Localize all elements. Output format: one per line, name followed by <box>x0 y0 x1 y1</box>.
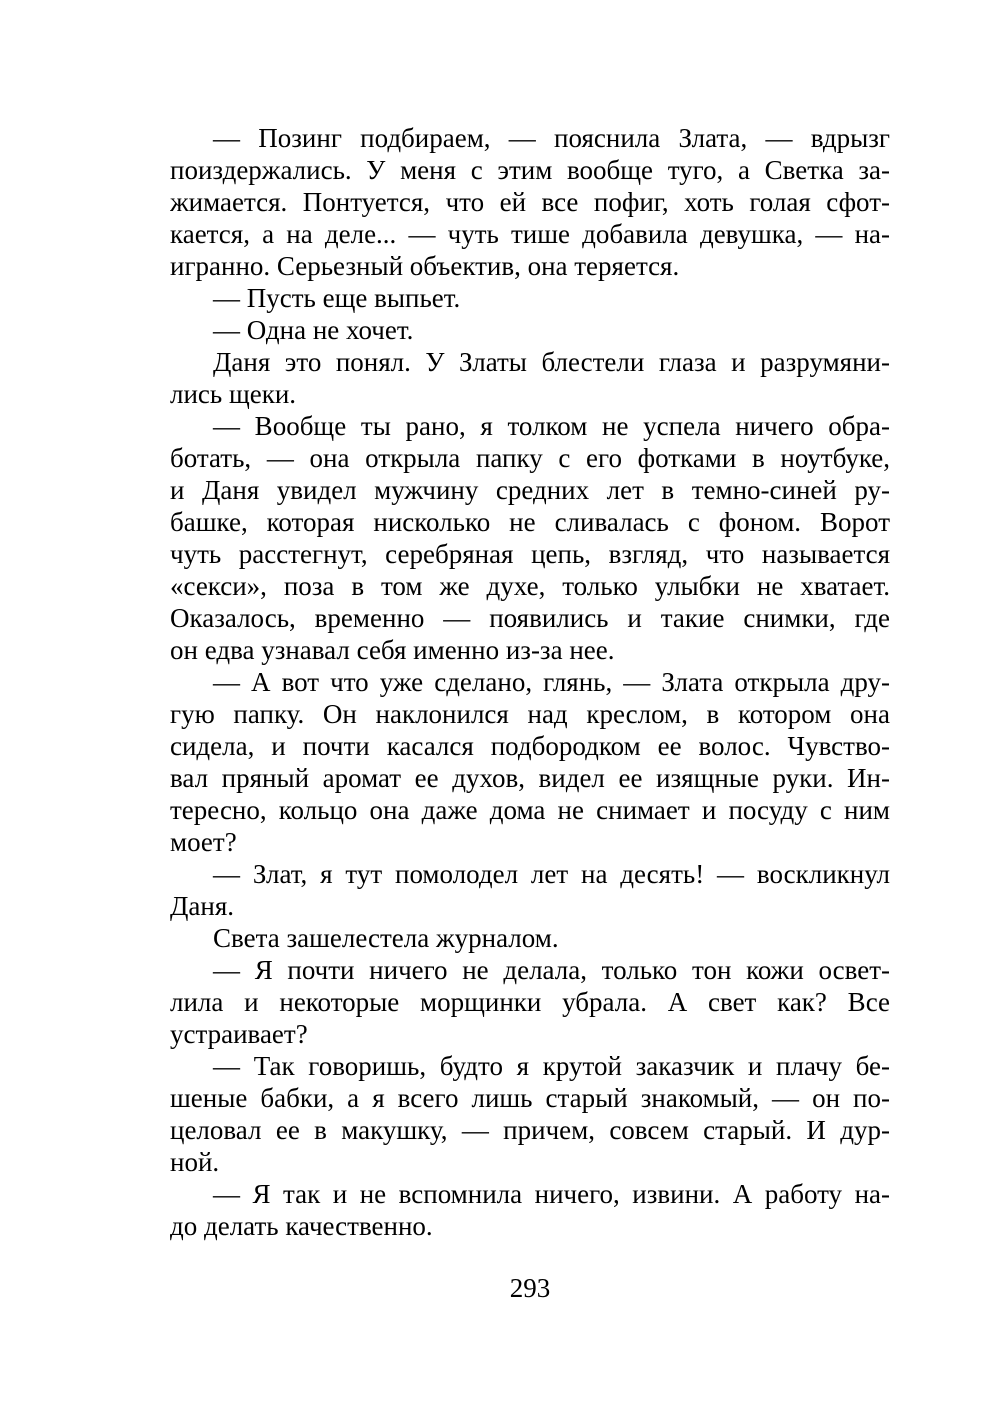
text-line: Даня это понял. У Златы блестели глаза и разрумяни- <box>213 347 890 377</box>
text-line: — Вообще ты рано, я толком не успела ничего обра- <box>213 411 890 441</box>
text-line: — А вот что уже сделано, глянь, — Злата открыла дру- <box>213 667 890 697</box>
paragraph <box>170 346 890 410</box>
page-number: 293 <box>509 1273 551 1303</box>
text-line: до делать качественно. <box>170 1211 433 1241</box>
text-line: — Я почти ничего не делала, только тон кожи освет- <box>213 955 890 985</box>
paragraph <box>170 954 890 1050</box>
text-line: Оказалось, временно — появились и такие снимки, где <box>170 603 890 633</box>
text-line: чуть расстегнут, серебряная цепь, взгляд, что называется <box>170 539 890 569</box>
paragraph <box>170 410 890 666</box>
text-line: моет? <box>170 827 237 857</box>
text-line: башке, которая нисколько не сливалась с фоном. Ворот <box>170 507 890 537</box>
text-line: — Позинг подбираем, — пояснила Злата, — вдрызг <box>213 123 890 153</box>
paragraph <box>170 666 890 858</box>
paragraph <box>170 314 890 346</box>
text-line: Света зашелестела журналом. <box>213 923 559 953</box>
text-line: поиздержались. У меня с этим вообще туго, а Светка за- <box>170 155 890 185</box>
text-line: ботать, — она открыла папку с его фотками в ноутбуке, <box>170 443 890 473</box>
text-line: — Так говоришь, будто я крутой заказчик и плачу бе- <box>213 1051 890 1081</box>
text-line: и Даня увидел мужчину средних лет в темно-синей ру- <box>170 475 890 505</box>
text-line: — Пусть еще выпьет. <box>213 283 461 313</box>
text-line: он едва узнавал себя именно из-за нее. <box>170 635 615 665</box>
text-line: лись щеки. <box>170 379 297 409</box>
text-line: жимается. Понтуется, что ей все пофиг, хоть голая сфот- <box>170 187 890 217</box>
text-line: тересно, кольцо она даже дома не снимает и посуду с ним <box>170 795 890 825</box>
text-line: «секси», поза в том же духе, только улыбки не хватает. <box>170 571 890 601</box>
text-line: гую папку. Он наклонился над креслом, в котором она <box>170 699 890 729</box>
text-line: шеные бабки, а я всего лишь старый знакомый, — он по- <box>170 1083 890 1113</box>
paragraph <box>170 858 890 922</box>
text-line: вал пряный аромат ее духов, видел ее изящные руки. Ин- <box>170 763 890 793</box>
text-line: — Одна не хочет. <box>213 315 414 345</box>
text-line: устраивает? <box>170 1019 308 1049</box>
paragraph <box>170 922 890 954</box>
text-line: игранно. Серьезный объектив, она теряется. <box>170 251 680 281</box>
text-line: лила и некоторые морщинки убрала. А свет как? Все <box>170 987 890 1017</box>
paragraph <box>170 282 890 314</box>
text-line: сидела, и почти касался подбородком ее волос. Чувство- <box>170 731 890 761</box>
text-line: ной. <box>170 1147 220 1177</box>
text-line: целовал ее в макушку, — причем, совсем старый. И дур- <box>170 1115 890 1145</box>
paragraph <box>170 122 890 282</box>
paragraph <box>170 1178 890 1242</box>
text-line: — Я так и не вспомнила ничего, извини. А работу на- <box>213 1179 890 1209</box>
paragraph <box>170 1050 890 1178</box>
text-line: Даня. <box>170 891 235 921</box>
text-block <box>170 122 890 1242</box>
text-line: — Злат, я тут помолодел лет на десять! — воскликнул <box>213 859 890 889</box>
text-line: кается, а на деле... — чуть тише добавила девушка, — на- <box>170 219 890 249</box>
